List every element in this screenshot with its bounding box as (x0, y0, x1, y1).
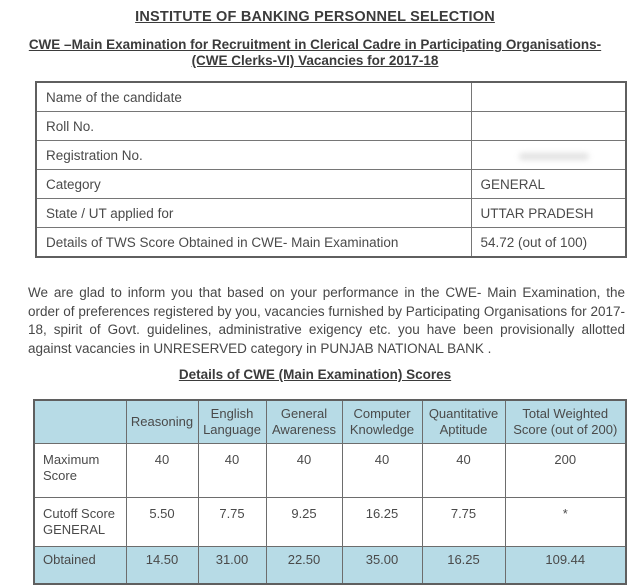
row-label: Details of TWS Score Obtained in CWE- Main Examination (36, 228, 471, 258)
row-label: Roll No. (36, 112, 471, 141)
subtitle-line-2: (CWE Clerks-VI) Vacancies for 2017-18 (191, 53, 439, 68)
row-label: Cutoff Score GENERAL (34, 498, 126, 547)
redacted-value-smudge (519, 153, 589, 160)
table-row (36, 82, 626, 112)
column-header: General Awareness (266, 400, 342, 444)
score-cell: 40 (126, 444, 198, 498)
scores-table (33, 399, 627, 585)
score-cell: 31.00 (198, 547, 266, 585)
score-cell: 14.50 (126, 547, 198, 585)
table-row (34, 444, 626, 498)
row-value (471, 112, 626, 141)
score-cell: 40 (198, 444, 266, 498)
column-header: Reasoning (126, 400, 198, 444)
score-cell: 5.50 (126, 498, 198, 547)
row-label: State / UT applied for (36, 199, 471, 228)
column-header (34, 400, 126, 444)
row-label: Maximum Score (34, 444, 126, 498)
row-value (471, 141, 626, 170)
subtitle-line-1: CWE –Main Examination for Recruitment in Clerical Cadre in Participating Organisations- (28, 37, 602, 52)
row-label: Obtained (34, 547, 126, 585)
score-cell: 35.00 (342, 547, 422, 585)
score-cell: 109.44 (505, 547, 626, 585)
row-value: UTTAR PRADESH (471, 199, 626, 228)
row-value: 54.72 (out of 100) (471, 228, 626, 258)
scores-heading: Details of CWE (Main Examination) Scores (178, 367, 452, 382)
score-cell: 16.25 (342, 498, 422, 547)
row-label: Name of the candidate (36, 82, 471, 112)
row-label: Registration No. (36, 141, 471, 170)
table-row (34, 547, 626, 585)
column-header: Total Weighted Score (out of 200) (505, 400, 626, 444)
result-page (0, 9, 630, 585)
row-value (471, 82, 626, 112)
table-row (36, 170, 626, 199)
score-cell: 7.75 (198, 498, 266, 547)
score-cell: 9.25 (266, 498, 342, 547)
score-cell: 16.25 (422, 547, 505, 585)
candidate-details-table (35, 81, 627, 258)
page-title: INSTITUTE OF BANKING PERSONNEL SELECTION (135, 9, 495, 25)
scores-header-row (34, 400, 626, 444)
column-header: Computer Knowledge (342, 400, 422, 444)
score-cell: 22.50 (266, 547, 342, 585)
table-row (36, 141, 626, 170)
table-row (36, 112, 626, 141)
column-header: English Language (198, 400, 266, 444)
score-cell: * (505, 498, 626, 547)
table-row (36, 228, 626, 258)
table-row (34, 498, 626, 547)
score-cell: 7.75 (422, 498, 505, 547)
row-value: GENERAL (471, 170, 626, 199)
table-row (36, 199, 626, 228)
score-cell: 200 (505, 444, 626, 498)
score-cell: 40 (266, 444, 342, 498)
score-cell: 40 (342, 444, 422, 498)
page-subtitle (0, 37, 630, 69)
score-cell: 40 (422, 444, 505, 498)
allotment-paragraph: We are glad to inform you that based on your performance in the CWE- Main Examination, the order of preferences registered by you, vacancies furnished by Participating Organisations for 2017-18, spirit of Govt. guidelines, administrative exigency etc. you have been provisionally allotted against vacancies in UNRESERVED category in PUNJAB NATIONAL BANK . (28, 285, 625, 356)
row-label: Category (36, 170, 471, 199)
column-header: Quantitative Aptitude (422, 400, 505, 444)
